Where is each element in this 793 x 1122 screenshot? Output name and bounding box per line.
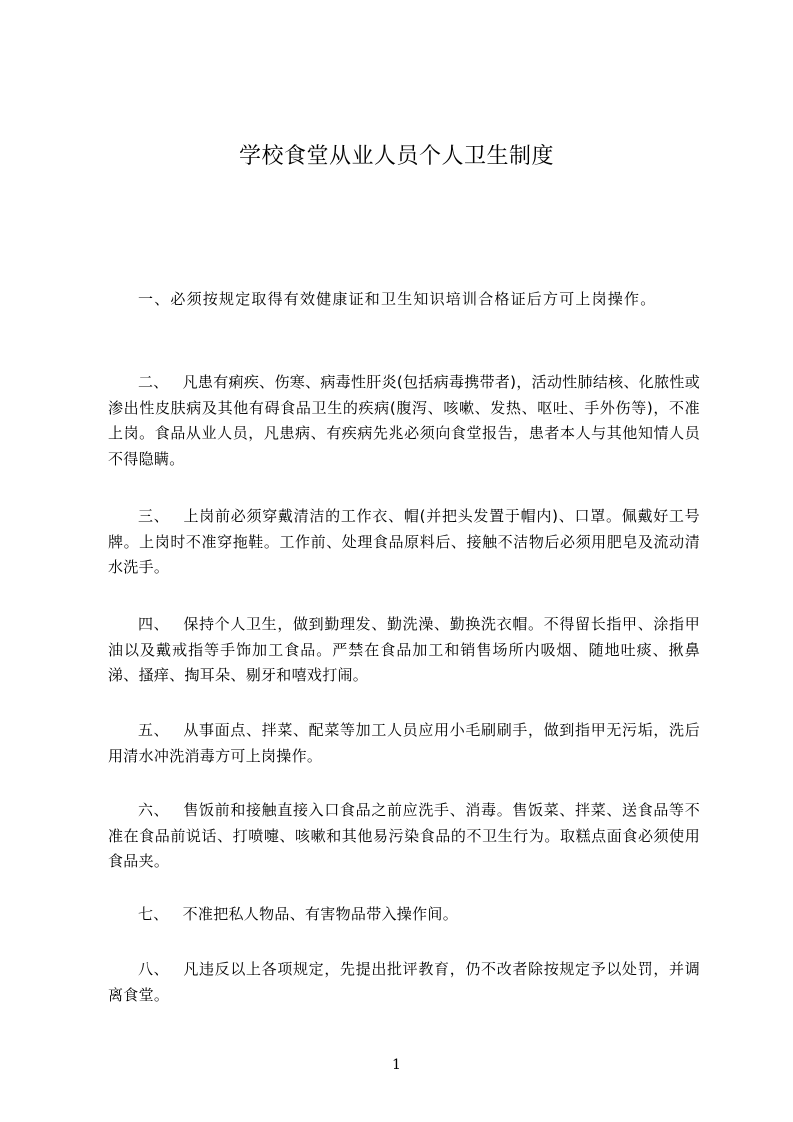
rule-paragraph-3 (108, 504, 700, 581)
rule-text: 从事面点、拌菜、配菜等加工人员应用小毛刷刷手，做到指甲无污垢，洗后用清水冲洗消毒方可上岗操作。 (108, 721, 700, 765)
rule-number: 七、 (138, 905, 169, 923)
rule-paragraph-6 (108, 798, 700, 875)
rule-number: 五、 (138, 721, 170, 739)
rule-text: 必须按规定取得有效健康证和卫生知识培训合格证后方可上岗操作。 (170, 290, 657, 308)
rule-text: 不准把私人物品、有害物品带入操作间。 (182, 905, 459, 923)
rule-paragraph-1 (108, 287, 700, 313)
rule-number: 二、 (138, 373, 169, 391)
rule-number: 一、 (138, 290, 171, 308)
page-title: 学校食堂从业人员个人卫生制度 (238, 144, 554, 169)
rule-text: 凡违反以上各项规定，先提出批评教育，仍不改者除按规定予以处罚，并调离食堂。 (108, 960, 700, 1004)
rule-number: 四、 (138, 615, 170, 633)
rule-number: 三、 (138, 507, 170, 525)
rule-paragraph-5 (108, 718, 700, 769)
rule-text: 凡患有痢疾、伤寒、病毒性肝炎(包括病毒携带者)，活动性肺结核、化脓性或渗出性皮肤病及其他有碍食品卫生的疾病(腹泻、咳嗽、发热、呕吐、手外伤等)，不准上岗。食品从业人员，凡患病、有疾病先兆必须向食堂报告，患者本人与其他知情人员不得隐瞒。 (108, 373, 700, 468)
rule-paragraph-7 (108, 902, 700, 928)
rule-number: 六、 (138, 801, 170, 819)
rule-text: 保持个人卫生，做到勤理发、勤洗澡、勤换洗衣帽。不得留长指甲、涂指甲油以及戴戒指等手饰加工食品。严禁在食品加工和销售场所内吸烟、随地吐痰、揪鼻涕、搔痒、掏耳朵、剔牙和嘻戏打闹。 (108, 615, 700, 684)
rule-text: 售饭前和接触直接入口食品之前应洗手、消毒。售饭菜、拌菜、送食品等不准在食品前说话、打喷嚏、咳嗽和其他易污染食品的不卫生行为。取糕点面食必须使用食品夹。 (108, 801, 700, 870)
rule-text: 上岗前必须穿戴清洁的工作衣、帽(并把头发置于帽内)、口罩。佩戴好工号牌。上岗时不准穿拖鞋。工作前、处理食品原料后、接触不洁物后必须用肥皂及流动清水洗手。 (108, 507, 700, 576)
page-number: 1 (392, 1057, 401, 1073)
rule-paragraph-4 (108, 612, 700, 689)
rule-paragraph-2 (108, 370, 700, 472)
rule-paragraph-8 (108, 957, 700, 1008)
rule-number: 八、 (138, 960, 170, 978)
